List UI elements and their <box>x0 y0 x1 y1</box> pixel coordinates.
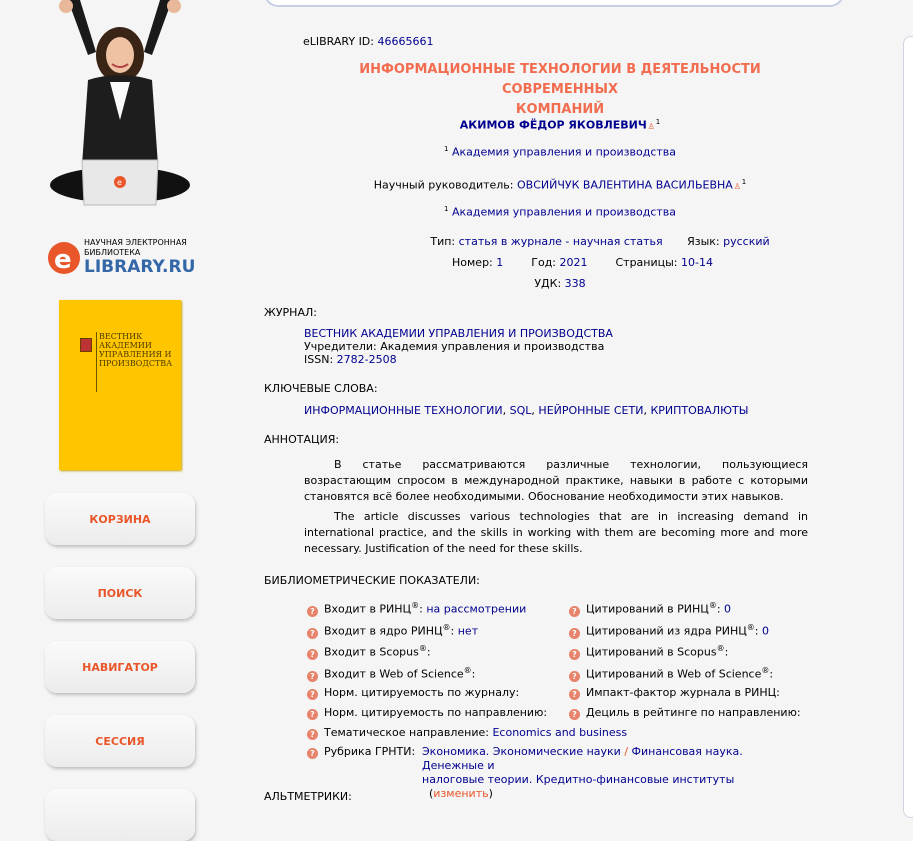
issue-info <box>250 256 913 269</box>
metric-separator: : <box>716 602 725 616</box>
metric-value[interactable]: нет <box>457 624 479 638</box>
help-icon[interactable]: ? <box>569 606 580 617</box>
help-icon[interactable]: ? <box>307 649 318 660</box>
author-line <box>250 118 870 132</box>
metric-label: Входит в РИНЦ <box>324 602 412 616</box>
type-value: статья в журнале - научная статья <box>458 235 663 248</box>
journal-cover[interactable] <box>59 300 181 470</box>
right-panel-edge <box>903 36 913 818</box>
metric-label: Импакт-фактор журнала в РИНЦ: <box>586 686 780 699</box>
hero-illustration <box>40 0 200 215</box>
sidebar <box>0 0 250 799</box>
svg-text:e: e <box>117 178 122 187</box>
metric-row <box>569 623 769 639</box>
metric-row <box>569 601 731 617</box>
keyword-link[interactable]: КРИПТОВАЛЮТЫ <box>650 404 749 417</box>
metric-label: Цитирований из ядра РИНЦ <box>586 624 747 638</box>
metric-value[interactable]: 0 <box>724 602 732 616</box>
bibliometrics-header: БИБЛИОМЕТРИЧЕСКИЕ ПОКАЗАТЕЛИ: <box>264 574 480 587</box>
issn-value: 2782-2508 <box>336 353 397 366</box>
metric-label: Входит в Web of Science <box>324 667 464 681</box>
metric-value[interactable]: Economics and business <box>492 726 628 739</box>
metric-row <box>307 601 526 617</box>
help-icon[interactable]: ? <box>307 689 318 700</box>
udk-info <box>250 277 870 290</box>
person-icon[interactable]: ♙ <box>647 121 655 131</box>
metric-row <box>569 644 728 660</box>
nav-navigator-button[interactable]: НАВИГАТОР <box>45 641 195 693</box>
metric-label: Норм. цитируемость по журналу: <box>324 686 520 699</box>
issn-label: ISSN: <box>304 353 334 366</box>
cover-title: ВЕСТНИК АКАДЕМИИ УПРАВЛЕНИЯ И ПРОИЗВОДСТВА <box>99 332 173 368</box>
metric-row <box>569 686 780 700</box>
metric-separator: : <box>471 667 476 681</box>
person-icon[interactable]: ♙ <box>733 181 741 191</box>
journal-header: ЖУРНАЛ: <box>264 306 317 319</box>
language-value: русский <box>723 235 770 248</box>
help-icon[interactable]: ? <box>307 729 318 740</box>
registered-mark: ® <box>761 666 770 675</box>
registered-mark: ® <box>411 601 420 610</box>
logo-subtitle: НАУЧНАЯ ЭЛЕКТРОННАЯ БИБЛИОТЕКА <box>84 238 187 257</box>
keyword-link[interactable]: SQL <box>509 404 532 417</box>
keyword-link[interactable]: НЕЙРОННЫЕ СЕТИ <box>538 404 644 417</box>
help-icon[interactable]: ? <box>569 689 580 700</box>
cover-divider <box>96 332 97 392</box>
top-panel <box>264 0 844 7</box>
metric-row <box>307 726 627 740</box>
elibrary-id-label: eLIBRARY ID: <box>303 35 374 48</box>
journal-block <box>304 327 613 366</box>
altmetrics-header: АЛЬТМЕТРИКИ: <box>264 790 352 803</box>
author-sup: 1 <box>655 118 661 126</box>
year-label: Год: <box>531 256 556 269</box>
help-icon[interactable]: ? <box>307 628 318 639</box>
nav-session-button[interactable]: СЕССИЯ <box>45 715 195 767</box>
metric-label: Входит в Scopus <box>324 645 419 659</box>
registered-mark: ® <box>442 623 451 632</box>
metric-label: Норм. цитируемость по направлению: <box>324 706 548 719</box>
grnti-change-link[interactable]: изменить <box>433 787 489 800</box>
annotation-ru: В статье рассматриваются различные технологии, пользующиеся возрастающим спросом в международной практике, навыки в работе с которыми становятся всё более необходимыми. Обоснование необходимости этих навыков. <box>304 458 808 503</box>
article-title <box>300 60 820 120</box>
supervisor-affiliation <box>250 205 870 219</box>
metric-label: Цитирований в РИНЦ <box>586 602 709 616</box>
metric-row <box>307 666 475 682</box>
journal-founders: Учредители: Академия управления и производства <box>304 340 605 353</box>
metric-separator: : <box>754 624 762 638</box>
metric-label: Дециль в рейтинге по направлению: <box>586 706 801 719</box>
emblem-icon <box>80 338 92 352</box>
metric-label: Цитирований в Web of Science <box>586 667 762 681</box>
metric-separator: : <box>419 602 427 616</box>
keyword-link[interactable]: ИНФОРМАЦИОННЫЕ ТЕХНОЛОГИИ <box>304 404 503 417</box>
keywords-header: КЛЮЧЕВЫЕ СЛОВА: <box>264 382 378 395</box>
author-link[interactable]: АКИМОВ ФЁДОР ЯКОВЛЕВИЧ <box>459 118 647 132</box>
nav-cart-button[interactable]: КОРЗИНА <box>45 493 195 545</box>
metric-label: Входит в ядро РИНЦ <box>324 624 443 638</box>
keywords-list: ИНФОРМАЦИОННЫЕ ТЕХНОЛОГИИ, SQL, НЕЙРОННЫЕ СЕТИ, КРИПТОВАЛЮТЫ <box>304 404 749 417</box>
metric-separator: : <box>450 624 458 638</box>
help-icon[interactable]: ? <box>569 649 580 660</box>
grnti-link[interactable]: налоговые теории. Кредитно-финансовые институты <box>422 773 735 786</box>
nav-search-button[interactable]: ПОИСК <box>45 567 195 619</box>
metric-row <box>569 666 773 682</box>
grnti-link[interactable]: Экономика. Экономические науки <box>422 745 621 758</box>
pages-label: Страницы: <box>615 256 678 269</box>
metric-value[interactable]: 0 <box>761 624 769 638</box>
language-label: Язык: <box>687 235 720 248</box>
supervisor-label: Научный руководитель: <box>373 178 514 192</box>
grnti-link[interactable]: Финансовая наука. Денежные и <box>422 745 743 772</box>
supervisor-affiliation-sup: 1 <box>443 205 449 213</box>
author-affiliation <box>250 145 870 159</box>
metric-row <box>307 644 431 660</box>
metric-separator: : <box>724 645 729 659</box>
registered-mark: ® <box>708 601 717 610</box>
grnti-separator: / <box>620 745 632 758</box>
registered-mark: ® <box>418 644 427 653</box>
annotation-header: АННОТАЦИЯ: <box>264 433 340 446</box>
help-icon[interactable]: ? <box>307 748 318 759</box>
grnti-row <box>307 745 415 759</box>
metric-row <box>569 706 801 720</box>
journal-link[interactable]: ВЕСТНИК АКАДЕМИИ УПРАВЛЕНИЯ И ПРОИЗВОДСТВА <box>304 327 613 340</box>
help-icon[interactable]: ? <box>569 709 580 720</box>
pages-value: 10-14 <box>681 256 713 269</box>
grnti-label: Рубрика ГРНТИ: <box>324 745 416 758</box>
elibrary-id-value[interactable]: 46665661 <box>377 35 434 48</box>
svg-text:e: e <box>54 245 72 275</box>
registered-mark: ® <box>716 644 725 653</box>
elibrary-id <box>303 35 433 48</box>
help-icon[interactable]: ? <box>307 606 318 617</box>
main-content <box>250 0 913 803</box>
help-icon[interactable]: ? <box>569 628 580 639</box>
number-link[interactable]: 1 <box>496 256 504 269</box>
metric-value[interactable]: на рассмотрении <box>426 602 527 616</box>
year-value: 2021 <box>559 256 588 269</box>
article-title-line1: ИНФОРМАЦИОННЫЕ ТЕХНОЛОГИИ В ДЕЯТЕЛЬНОСТИ СОВРЕМЕННЫХ <box>359 62 761 97</box>
metric-label: Тематическое направление: <box>324 726 489 739</box>
metric-row <box>307 706 547 720</box>
supervisor-affiliation-link[interactable]: Академия управления и производства <box>451 205 677 219</box>
metric-row <box>307 686 519 700</box>
logo-wordmark: LIBRARY.RU <box>84 257 196 277</box>
journal-issn <box>304 353 613 366</box>
supervisor-sup: 1 <box>741 178 747 186</box>
annotation-en: The article discusses various technologies that are in increasing demand in international practice, and the skills in working with them are becoming more and more necessary. Justification of the need for these skills. <box>304 510 808 555</box>
affiliation-link[interactable]: Академия управления и производства <box>451 145 677 159</box>
nav-next-button[interactable] <box>45 789 195 841</box>
udk-label: УДК: <box>534 277 562 290</box>
affiliation-sup: 1 <box>443 145 449 153</box>
article-title-line2: КОМПАНИЙ <box>515 102 605 117</box>
type-label: Тип: <box>430 235 456 248</box>
udk-value: 338 <box>564 277 586 290</box>
metric-separator: : <box>426 645 431 659</box>
metric-row <box>307 623 478 639</box>
help-icon[interactable]: ? <box>569 671 580 682</box>
metric-separator: : <box>769 667 774 681</box>
registered-mark: ® <box>463 666 472 675</box>
supervisor-line <box>250 178 870 192</box>
elibrary-e-icon <box>46 238 82 276</box>
registered-mark: ® <box>746 623 755 632</box>
metric-label: Цитирований в Scopus <box>586 645 717 659</box>
help-icon[interactable]: ? <box>307 709 318 720</box>
supervisor-link[interactable]: ОВСИЙЧУК ВАЛЕНТИНА ВАСИЛЬЕВНА <box>517 178 733 192</box>
number-label: Номер: <box>452 256 493 269</box>
help-icon[interactable]: ? <box>307 671 318 682</box>
grnti-values: Экономика. Экономические науки / Финансовая наука. Денежные и налоговые теории. Кредитно-финансовые институты (изменить) <box>422 745 743 800</box>
type-language <box>250 235 913 248</box>
elibrary-logo[interactable] <box>46 233 206 281</box>
